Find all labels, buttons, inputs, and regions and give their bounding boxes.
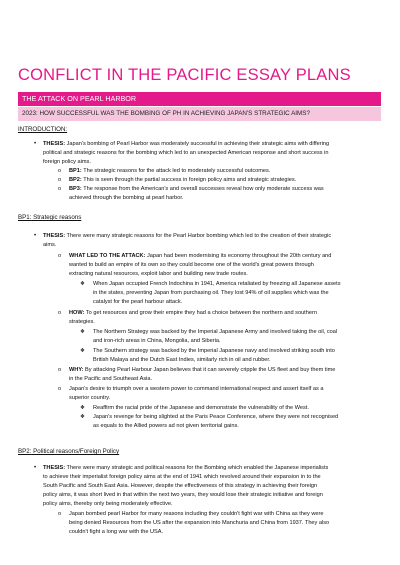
intro-bp1-label: BP1:	[69, 168, 82, 174]
section-band-heading: THE ATTACK ON PEARL HARBOR	[18, 92, 381, 106]
diamond-bullet-icon: ❖	[80, 414, 85, 420]
bp1-northern-line-1: The Northern Strategy was backed by the Imperial Japanese Army and involved taking the oil, coal	[93, 329, 338, 335]
circle-bullet-icon: o	[58, 511, 62, 517]
bp1-why-line-2: in the Pacific and Southeast Asia.	[69, 376, 153, 382]
bp1-indochina-line-2: in the states, preventing Japan from purchasing oil. They lost 94% of oil supplies which was the	[93, 290, 329, 296]
intro-bp3-label: BP3:	[69, 186, 82, 192]
bp1-what-led-label: WHAT LED TO THE ATTACK:	[69, 253, 146, 259]
bp2-sub-line-1: Japan bombed pearl Harbor for many reasons including they couldn't fight war with China as they were	[69, 511, 324, 517]
bp1-how-label: HOW:	[69, 310, 85, 316]
bp1-thesis-line-1: There were many strategic reasons for the Pearl Harbor bombing which led to the creation of their strategic	[65, 233, 332, 239]
bp1-heading-label: BP1:	[18, 214, 32, 221]
intro-thesis-line-1: Japan's bombing of Pearl Harbor was moderately successful in achieving their strategic aims with differing	[65, 141, 330, 147]
bp1-how-line-2: strategies.	[69, 319, 95, 325]
diamond-bullet-icon: ❖	[80, 329, 85, 335]
bp1-why-label: WHY:	[69, 367, 84, 373]
intro-bp3-line-1: The response from the American's and overall successes reveal how only moderate success was	[81, 186, 324, 192]
bp1-how-line-1: To get resources and grow their empire they had a choice between the northern and southern	[84, 310, 317, 316]
bullet-icon: •	[34, 465, 37, 471]
bp2-thesis-line-2: to achieve their imperialist foreign policy aims at the end of 1941 which revolved around their expansion in to the	[43, 474, 321, 480]
intro-thesis-label: THESIS:	[43, 141, 66, 147]
bp1-northern-line-2: and iron-rich areas in China, Mongolia, and Siberia.	[93, 338, 221, 344]
bp2-heading-title: Political reasons/Foreign Policy	[31, 448, 120, 455]
intro-thesis	[43, 140, 388, 149]
circle-bullet-icon: o	[58, 310, 62, 316]
bp2-thesis-line-3: South Pacific and South East Asia. However, despite the effectiveness of this strategy in achieving their foreign	[43, 483, 318, 489]
intro-bp1-text: The strategic reasons for the attack led to moderately successful outcomes.	[81, 168, 271, 174]
intro-bp2	[69, 176, 296, 185]
bp1-southern-line-1: The Southern strategy was backed by the Imperial Japanese navy and involved striking south into	[93, 348, 335, 354]
bp1-indochina-line-3: catalyst for the pearl harbour attack.	[93, 299, 183, 305]
intro-bp3-line-2: achieved through the bombing at pearl harbor.	[69, 195, 184, 201]
bp2-sub-line-3: couldn't fight a long war with the USA.	[69, 529, 164, 535]
circle-bullet-icon: o	[58, 253, 62, 259]
circle-bullet-icon: o	[58, 177, 62, 183]
bp1-thesis-label: THESIS:	[43, 233, 66, 239]
bp2-heading	[18, 448, 119, 455]
circle-bullet-icon: o	[58, 367, 62, 373]
circle-bullet-icon: o	[58, 186, 62, 192]
bp1-what-led-line-3: extracting natural resources, exploit labor and building new trade routes.	[69, 271, 248, 277]
bp2-heading-label: BP2:	[18, 448, 32, 455]
bp1-what-led-line-1: Japan had been modernising its economy throughout the 20th century and	[145, 253, 332, 259]
bp1-desire-line-1: Japan's desire to triumph over a western power to command international respect and assert itself as a	[69, 386, 324, 392]
bp2-thesis-line-5: policy aims, thereby only being moderately effective.	[43, 501, 173, 507]
diamond-bullet-icon: ❖	[80, 281, 85, 287]
page-title: CONFLICT IN THE PACIFIC ESSAY PLANS	[18, 66, 351, 84]
bp1-why-line-1: By attacking Pearl Harbour Japan believes that it can severely cripple the US fleet and buy them time	[83, 367, 336, 373]
bp2-thesis-line-4: policy aims, it was short lived in that within the next two years, they would lose their strategic initiative and foreign	[43, 492, 323, 498]
diamond-bullet-icon: ❖	[80, 348, 85, 354]
intro-bp3	[69, 185, 324, 194]
intro-bp1	[69, 167, 270, 176]
bullet-icon: •	[34, 141, 37, 147]
bp2-thesis-line-1: There were many strategic and political reasons for the Bombing which enabled the Japanese imperialists	[65, 465, 329, 471]
bp1-southern-line-2: British Malaya and the Dutch East Indies, similarly rich in oil and rubber.	[93, 357, 271, 363]
intro-bp2-label: BP2:	[69, 177, 82, 183]
circle-bullet-icon: o	[58, 168, 62, 174]
intro-bp2-text: This is seen through the partial success in foreign policy aims and strategic strategies.	[81, 177, 297, 183]
bp1-why	[69, 366, 335, 375]
bp1-thesis-line-2: aims.	[43, 242, 57, 248]
bullet-icon: •	[34, 233, 37, 239]
bp1-what-led	[69, 252, 331, 261]
bp1-heading-title: Strategic reasons	[31, 214, 82, 221]
bp1-what-led-line-2: wanted to build an empire of its own so they could become one of the world's great powers through	[69, 262, 314, 268]
intro-thesis-line-3: foreign policy aims.	[43, 159, 91, 165]
bp1-revenge-line-2: as equals to the Allied powers ad not given territorial gains.	[93, 423, 239, 429]
bp2-thesis	[43, 464, 328, 473]
bp2-thesis-label: THESIS:	[43, 465, 66, 471]
bp1-reaffirm: Reaffirm the racial pride of the Japanese and demonstrate the vulnerability of the West.	[93, 405, 309, 411]
circle-bullet-icon: o	[58, 386, 62, 392]
essay-question: 2023: HOW SUCCESSFUL WAS THE BOMBING OF PH IN ACHIEVING JAPAN'S STRATEGIC AIMS?	[18, 107, 381, 121]
bp2-sub-line-2: being denied Resources from the US after the expansion into Manchuria and China from 1937. They also	[69, 520, 330, 526]
bp1-how	[69, 309, 317, 318]
intro-thesis-line-2: political and strategic reasons for the bombing which led to an unexpected American response and short success in	[43, 150, 329, 156]
bp1-indochina-line-1: When Japan occupied French Indochina in 1941, America retaliated by freezing all Japanese assets	[93, 281, 341, 287]
bp1-desire-line-2: superior country.	[69, 395, 111, 401]
diamond-bullet-icon: ❖	[80, 405, 85, 411]
bp1-revenge-line-1: Japan's revenge for being slighted at the Paris Peace Conference, where they were not recognised	[93, 414, 339, 420]
bp1-heading	[18, 214, 81, 221]
intro-heading: INTRODUCTION:	[18, 126, 68, 133]
bp1-thesis	[43, 232, 331, 241]
